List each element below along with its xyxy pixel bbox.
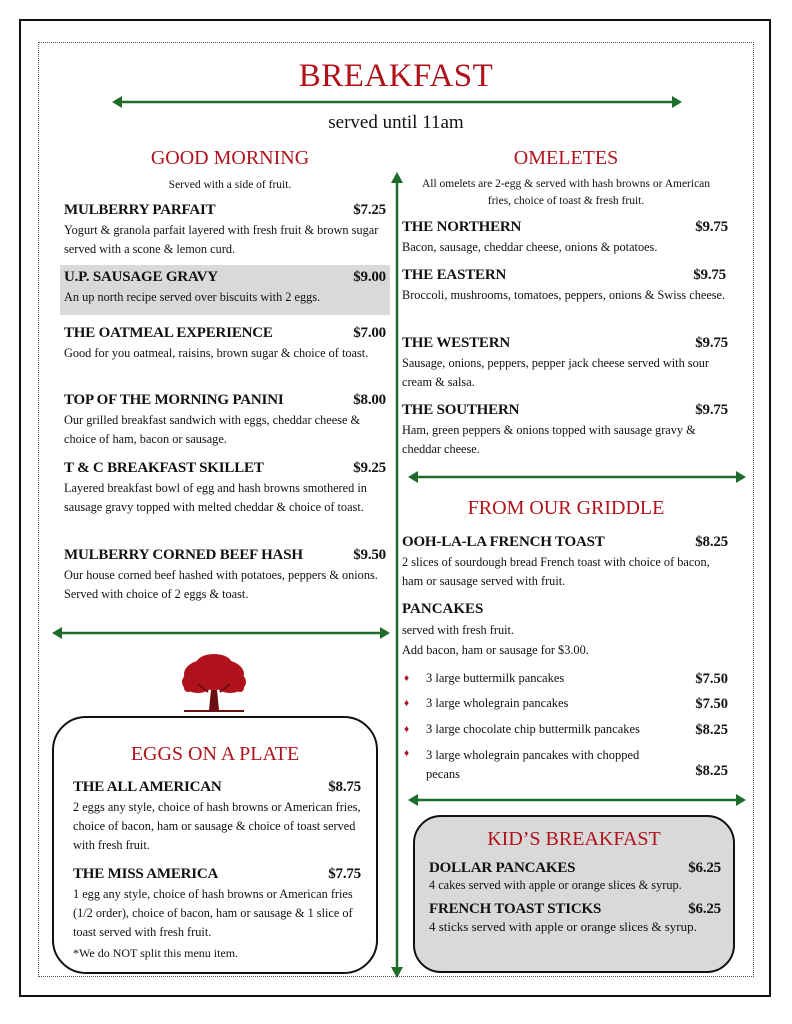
pancake-price: $7.50 <box>695 696 728 712</box>
menu-item <box>429 901 721 935</box>
item-desc: Broccoli, mushrooms, tomatoes, peppers, onions & Swiss cheese. <box>402 288 726 302</box>
item-name: U.P. SAUSAGE GRAVY <box>64 269 218 285</box>
pancake-label: 3 large chocolate chip buttermilk pancakes <box>426 722 640 736</box>
title-double-arrow-icon <box>112 95 682 109</box>
item-price: $7.00 <box>353 325 386 341</box>
item-name: THE MISS AMERICA <box>73 866 219 882</box>
pancake-option <box>404 746 728 782</box>
menu-item <box>73 779 361 855</box>
pancake-option <box>404 696 728 711</box>
item-name: THE NORTHERN <box>402 219 522 235</box>
item-name: T & C BREAKFAST SKILLET <box>64 460 264 476</box>
eggs-heading: EGGS ON A PLATE <box>130 743 300 765</box>
menu-item <box>429 860 721 893</box>
item-price: $6.25 <box>688 901 721 917</box>
menu-item <box>64 460 386 517</box>
item-name: MULBERRY PARFAIT <box>64 202 216 218</box>
griddle-heading: FROM OUR GRIDDLE <box>467 497 665 519</box>
item-name: DOLLAR PANCAKES <box>429 860 576 876</box>
menu-item <box>402 335 728 392</box>
omelets-heading: OMELETES <box>513 147 619 169</box>
menu-item <box>64 392 386 449</box>
menu-item <box>64 547 386 604</box>
pancake-price: $8.25 <box>695 722 728 738</box>
pancake-label: 3 large wholegrain pancakes with chopped pecans <box>426 748 640 781</box>
item-price: $9.75 <box>695 219 728 235</box>
item-name: THE OATMEAL EXPERIENCE <box>64 325 273 341</box>
page-title: BREAKFAST <box>298 58 494 94</box>
pancake-option <box>404 671 728 686</box>
pancake-label: 3 large wholegrain pancakes <box>426 696 569 710</box>
item-desc: 4 cakes served with apple or orange slices & syrup. <box>429 878 682 892</box>
item-desc: Our house corned beef hashed with potatoes, peppers & onions. Served with choice of 2 eggs & toast. <box>64 568 378 601</box>
item-desc: 4 sticks served with apple or orange slices & syrup. <box>429 919 697 934</box>
pancakes-line2: Add bacon, ham or sausage for $3.00. <box>402 643 589 657</box>
omelets-note: All omelets are 2-egg & served with hash browns or American fries, choice of toast & fresh fruit. <box>421 178 711 207</box>
kids-heading: KID’S BREAKFAST <box>487 828 661 850</box>
item-price: $9.75 <box>693 267 726 283</box>
item-price: $7.75 <box>328 866 361 882</box>
item-desc: Layered breakfast bowl of egg and hash browns smothered in sausage gravy topped with melted cheddar & choice of toast. <box>64 481 367 514</box>
item-price: $8.75 <box>328 779 361 795</box>
good-morning-note: Served with a side of fruit. <box>168 179 292 191</box>
pancake-price: $7.50 <box>695 671 728 687</box>
item-desc: Yogurt & granola parfait layered with fresh fruit & brown sugar served with a scone & lemon curd. <box>64 223 379 256</box>
item-desc: Good for you oatmeal, raisins, brown sugar & choice of toast. <box>64 346 369 360</box>
item-price: $9.50 <box>353 547 386 563</box>
eggs-footnote: *We do NOT split this menu item. <box>73 946 239 960</box>
item-price: $9.00 <box>353 269 386 285</box>
menu-item <box>402 402 728 459</box>
item-name: THE EASTERN <box>402 267 507 283</box>
menu-item <box>64 202 386 259</box>
pancakes-line1: served with fresh fruit. <box>402 623 515 637</box>
menu-item <box>402 219 728 257</box>
item-name: THE ALL AMERICAN <box>73 779 222 795</box>
menu-item <box>64 325 386 363</box>
menu-item <box>64 269 386 307</box>
menu-item <box>73 866 361 942</box>
right-divider-arrow-icon <box>408 470 746 484</box>
menu-item <box>402 534 728 591</box>
item-name: THE SOUTHERN <box>402 402 520 418</box>
item-desc: 2 eggs any style, choice of hash browns or American fries, choice of bacon, ham or sausage & choice of toast served with fresh fruit. <box>73 800 361 852</box>
pancake-price: $8.25 <box>695 763 728 779</box>
item-name: FRENCH TOAST STICKS <box>429 901 602 917</box>
item-name: OOH-LA-LA FRENCH TOAST <box>402 534 605 550</box>
item-price: $6.25 <box>688 860 721 876</box>
item-desc: Bacon, sausage, cheddar cheese, onions & potatoes. <box>402 240 658 254</box>
item-price: $9.25 <box>353 460 386 476</box>
item-name: MULBERRY CORNED BEEF HASH <box>64 547 303 563</box>
item-desc: An up north recipe served over biscuits with 2 eggs. <box>64 290 321 304</box>
item-price: $8.25 <box>695 534 728 550</box>
pancake-label: 3 large buttermilk pancakes <box>426 671 565 685</box>
menu-item <box>402 267 728 305</box>
right-divider-arrow-icon <box>408 793 746 807</box>
diamond-bullet-icon: ♦ <box>404 724 410 735</box>
item-desc: 2 slices of sourdough bread French toast with choice of bacon, ham or sausage served with fruit. <box>402 555 710 588</box>
item-price: $9.75 <box>695 335 728 351</box>
pancake-option <box>404 722 728 737</box>
diamond-bullet-icon: ♦ <box>404 698 410 709</box>
good-morning-heading: GOOD MORNING <box>150 147 310 169</box>
item-price: $7.25 <box>353 202 386 218</box>
page-subtitle: served until 11am <box>328 112 464 133</box>
left-divider-arrow-icon <box>52 626 390 640</box>
item-price: $9.75 <box>695 402 728 418</box>
diamond-bullet-icon: ♦ <box>404 673 410 684</box>
item-desc: Ham, green peppers & onions topped with sausage gravy & cheddar cheese. <box>402 423 696 456</box>
item-price: $8.00 <box>353 392 386 408</box>
item-name: TOP OF THE MORNING PANINI <box>64 392 284 408</box>
item-name: THE WESTERN <box>402 335 510 351</box>
tree-logo-icon <box>178 652 250 718</box>
pancakes-title: PANCAKES <box>402 601 484 617</box>
item-desc: Sausage, onions, peppers, pepper jack cheese served with sour cream & salsa. <box>402 356 709 389</box>
item-desc: Our grilled breakfast sandwich with eggs, cheddar cheese & choice of ham, bacon or sausage. <box>64 413 361 446</box>
diamond-bullet-icon: ♦ <box>404 748 410 759</box>
item-desc: 1 egg any style, choice of hash browns or American fries (1/2 order), choice of bacon, ham or sausage & 1 slice of toast served with fresh fruit. <box>73 887 353 939</box>
